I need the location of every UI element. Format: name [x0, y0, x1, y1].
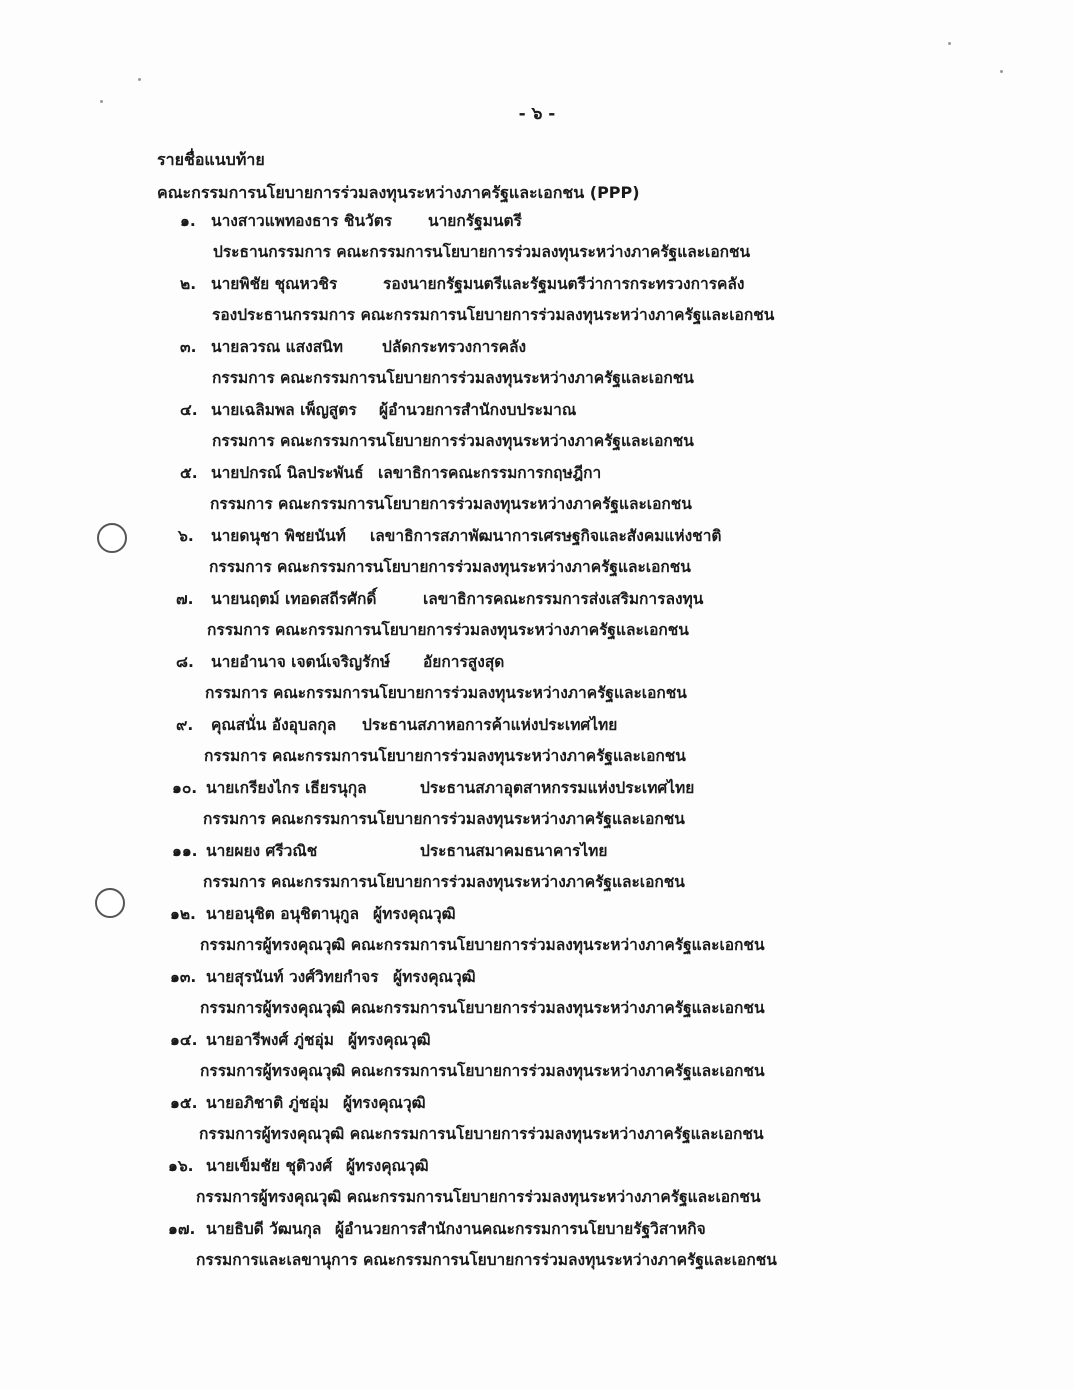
- member-entry: [0, 711, 1074, 774]
- member-role: ผู้อำนวยการสำนักงบประมาณ: [379, 401, 577, 419]
- member-number: ๓.: [180, 338, 197, 356]
- member-name: นางสาวแพทองธาร ชินวัตร: [211, 212, 393, 230]
- member-position: รองประธานกรรมการ คณะกรรมการนโยบายการร่วมลงทุนระหว่างภาครัฐและเอกชน: [212, 306, 775, 324]
- member-number: ๑๒.: [170, 905, 196, 923]
- member-number: ๑๗.: [168, 1220, 196, 1238]
- member-number: ๘.: [176, 653, 194, 671]
- member-role: เลขาธิการคณะกรรมการกฤษฎีกา: [378, 464, 602, 482]
- member-entry: [0, 207, 1074, 270]
- member-number: ๔.: [180, 401, 198, 419]
- punch-hole: [95, 888, 125, 918]
- member-position: กรรมการและเลขานุการ คณะกรรมการนโยบายการร่วมลงทุนระหว่างภาครัฐและเอกชน: [196, 1251, 777, 1269]
- member-entry: [0, 396, 1074, 459]
- member-list: [0, 207, 1074, 1278]
- page-number: - ๖ -: [518, 104, 556, 124]
- member-role: เลขาธิการสภาพัฒนาการเศรษฐกิจและสังคมแห่งชาติ: [370, 527, 722, 545]
- member-entry: [0, 837, 1074, 900]
- member-name: นายเกรียงไกร เธียรนุกุล: [206, 779, 367, 797]
- member-number: ๒.: [180, 275, 197, 293]
- member-role: ผู้ทรงคุณวุฒิ: [343, 1094, 426, 1112]
- committee-title: คณะกรรมการนโยบายการร่วมลงทุนระหว่างภาครัฐและเอกชน (PPP): [157, 183, 640, 202]
- member-position: กรรมการ คณะกรรมการนโยบายการร่วมลงทุนระหว่างภาครัฐและเอกชน: [212, 432, 694, 450]
- member-role: ผู้ทรงคุณวุฒิ: [346, 1157, 429, 1175]
- member-position: กรรมการผู้ทรงคุณวุฒิ คณะกรรมการนโยบายการร่วมลงทุนระหว่างภาครัฐและเอกชน: [200, 999, 765, 1017]
- member-entry: [0, 648, 1074, 711]
- member-number: ๑๐.: [172, 779, 198, 797]
- member-entry: [0, 900, 1074, 963]
- member-number: ๕.: [180, 464, 198, 482]
- member-number: ๑๔.: [170, 1031, 198, 1049]
- member-role: นายกรัฐมนตรี: [428, 212, 522, 230]
- member-position: กรรมการผู้ทรงคุณวุฒิ คณะกรรมการนโยบายการร่วมลงทุนระหว่างภาครัฐและเอกชน: [199, 1125, 764, 1143]
- member-entry: [0, 774, 1074, 837]
- member-name: นายธิบดี วัฒนกุล: [206, 1220, 322, 1238]
- member-role: ผู้ทรงคุณวุฒิ: [393, 968, 476, 986]
- member-position: กรรมการ คณะกรรมการนโยบายการร่วมลงทุนระหว่างภาครัฐและเอกชน: [212, 369, 694, 387]
- member-name: นายพิชัย ชุณหวชิร: [211, 275, 338, 293]
- member-entry: [0, 585, 1074, 648]
- member-name: นายสุรนันท์ วงศ์วิทยกำจร: [206, 968, 379, 986]
- member-entry: [0, 270, 1074, 333]
- member-role: ผู้ทรงคุณวุฒิ: [373, 905, 456, 923]
- member-number: ๗.: [176, 590, 194, 608]
- member-entry: [0, 333, 1074, 396]
- member-role: รองนายกรัฐมนตรีและรัฐมนตรีว่าการกระทรวงการคลัง: [383, 275, 745, 293]
- member-position: กรรมการผู้ทรงคุณวุฒิ คณะกรรมการนโยบายการร่วมลงทุนระหว่างภาครัฐและเอกชน: [196, 1188, 761, 1206]
- member-position: กรรมการ คณะกรรมการนโยบายการร่วมลงทุนระหว่างภาครัฐและเอกชน: [209, 558, 691, 576]
- member-name: นายปกรณ์ นิลประพันธ์: [211, 464, 364, 482]
- attachment-heading: รายชื่อแนบท้าย: [157, 150, 265, 169]
- member-number: ๑๕.: [170, 1094, 198, 1112]
- member-number: ๙.: [176, 716, 194, 734]
- member-role: ประธานสมาคมธนาคารไทย: [420, 842, 608, 860]
- scan-speck: [138, 78, 141, 81]
- member-position: กรรมการ คณะกรรมการนโยบายการร่วมลงทุนระหว่างภาครัฐและเอกชน: [203, 810, 685, 828]
- member-position: กรรมการ คณะกรรมการนโยบายการร่วมลงทุนระหว่างภาครัฐและเอกชน: [207, 621, 689, 639]
- member-entry: [0, 1089, 1074, 1152]
- member-entry: [0, 1152, 1074, 1215]
- member-position: กรรมการ คณะกรรมการนโยบายการร่วมลงทุนระหว่างภาครัฐและเอกชน: [204, 747, 686, 765]
- member-entry: [0, 1215, 1074, 1278]
- member-name: นายดนุชา พิชยนันท์: [211, 527, 346, 545]
- member-name: นายลวรณ แสงสนิท: [211, 338, 343, 356]
- member-number: ๑๖.: [168, 1157, 194, 1175]
- member-name: นายนฤตม์ เทอดสถีรศักดิ์: [211, 590, 377, 608]
- member-role: ประธานสภาอุตสาหกรรมแห่งประเทศไทย: [420, 779, 695, 797]
- member-entry: [0, 1026, 1074, 1089]
- member-number: ๑.: [180, 212, 196, 230]
- member-name: นายผยง ศรีวณิช: [206, 842, 318, 860]
- member-position: กรรมการ คณะกรรมการนโยบายการร่วมลงทุนระหว่างภาครัฐและเอกชน: [203, 873, 685, 891]
- member-role: ผู้ทรงคุณวุฒิ: [348, 1031, 431, 1049]
- member-role: เลขาธิการคณะกรรมการส่งเสริมการลงทุน: [423, 590, 704, 608]
- member-position: กรรมการผู้ทรงคุณวุฒิ คณะกรรมการนโยบายการร่วมลงทุนระหว่างภาครัฐและเอกชน: [200, 1062, 765, 1080]
- member-name: นายเข็มชัย ชุติวงศ์: [206, 1157, 333, 1175]
- member-name: นายอารีพงศ์ ภู่ชอุ่ม: [206, 1031, 335, 1049]
- member-number: ๑๑.: [172, 842, 198, 860]
- member-entry: [0, 522, 1074, 585]
- scan-speck: [1000, 70, 1003, 73]
- member-entry: [0, 963, 1074, 1026]
- member-name: นายอำนาจ เจตน์เจริญรักษ์: [211, 653, 391, 671]
- member-name: นายเฉลิมพล เพ็ญสูตร: [211, 401, 357, 419]
- member-position: กรรมการผู้ทรงคุณวุฒิ คณะกรรมการนโยบายการร่วมลงทุนระหว่างภาครัฐและเอกชน: [200, 936, 765, 954]
- member-name: นายอนุชิต อนุชิตานุกูล: [206, 905, 359, 923]
- member-position: กรรมการ คณะกรรมการนโยบายการร่วมลงทุนระหว่างภาครัฐและเอกชน: [210, 495, 692, 513]
- punch-hole: [97, 523, 127, 553]
- member-role: ปลัดกระทรวงการคลัง: [382, 338, 527, 356]
- member-position: กรรมการ คณะกรรมการนโยบายการร่วมลงทุนระหว่างภาครัฐและเอกชน: [205, 684, 687, 702]
- member-number: ๑๓.: [170, 968, 197, 986]
- member-role: ประธานสภาหอการค้าแห่งประเทศไทย: [362, 716, 618, 734]
- member-entry: [0, 459, 1074, 522]
- member-role: ผู้อำนวยการสำนักงานคณะกรรมการนโยบายรัฐวิสาหกิจ: [335, 1220, 706, 1238]
- member-name: คุณสนั่น อังอุบลกุล: [211, 716, 337, 734]
- scan-speck: [948, 42, 951, 45]
- member-name: นายอภิชาติ ภู่ชอุ่ม: [206, 1094, 329, 1112]
- member-role: อัยการสูงสุด: [423, 653, 505, 671]
- member-position: ประธานกรรมการ คณะกรรมการนโยบายการร่วมลงทุนระหว่างภาครัฐและเอกชน: [213, 243, 751, 261]
- member-number: ๖.: [178, 527, 194, 545]
